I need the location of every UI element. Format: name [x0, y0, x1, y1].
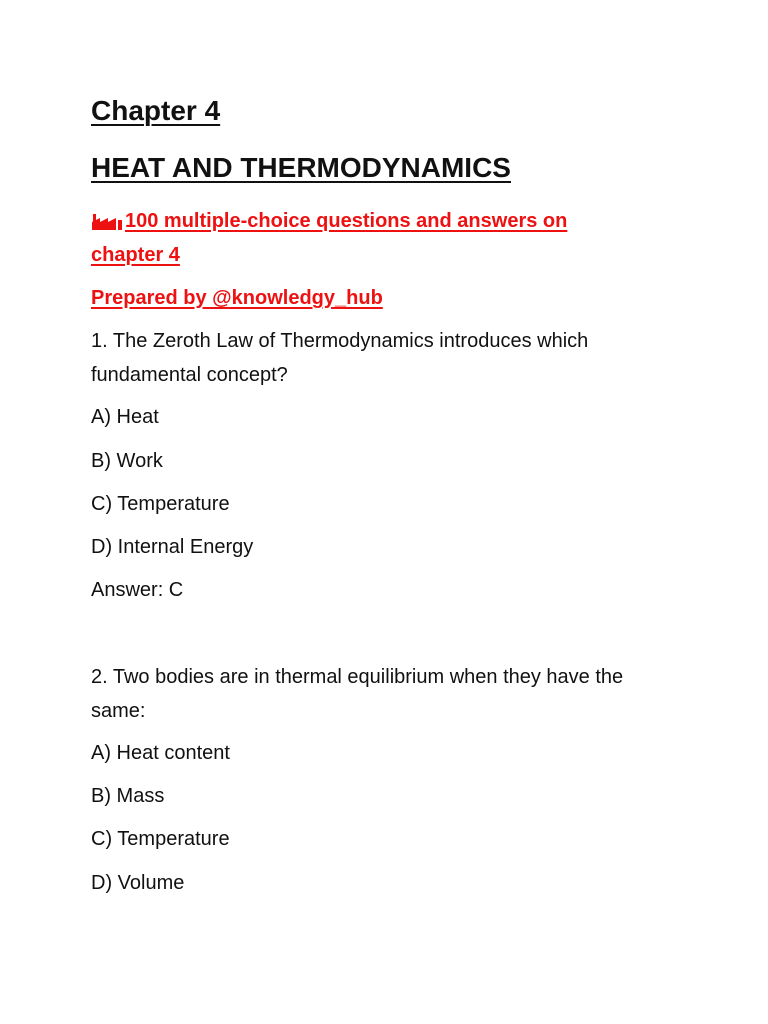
question-1-option-a: A) Heat — [91, 406, 159, 428]
question-1-text-line-2: fundamental concept? — [91, 364, 288, 386]
question-2-option-a: A) Heat content — [91, 742, 230, 764]
chapter-title: HEAT AND THERMODYNAMICS — [91, 152, 511, 183]
chapter-heading: Chapter 4 — [91, 95, 221, 126]
question-1-option-c: C) Temperature — [91, 493, 230, 515]
question-1-answer: Answer: C — [91, 579, 184, 601]
question-2-option-d: D) Volume — [91, 872, 185, 894]
intro-line-2: chapter 4 — [91, 244, 180, 266]
intro-text-line-1: 100 multiple-choice questions and answers on — [125, 210, 568, 232]
question-2-text-line-1: 2. Two bodies are in thermal equilibrium when they have the — [91, 666, 624, 688]
question-1-text-line-1: 1. The Zeroth Law of Thermodynamics introduces which — [91, 330, 589, 352]
prepared-by-line: Prepared by @knowledgy_hub — [91, 287, 383, 309]
question-1-option-d: D) Internal Energy — [91, 536, 254, 558]
question-2-option-c: C) Temperature — [91, 828, 230, 850]
question-2-option-b: B) Mass — [91, 785, 165, 807]
question-2-text-line-2: same: — [91, 700, 146, 722]
intro-line-1 — [91, 210, 567, 233]
question-1-option-b: B) Work — [91, 450, 163, 472]
factory-emoji-icon — [91, 210, 123, 230]
